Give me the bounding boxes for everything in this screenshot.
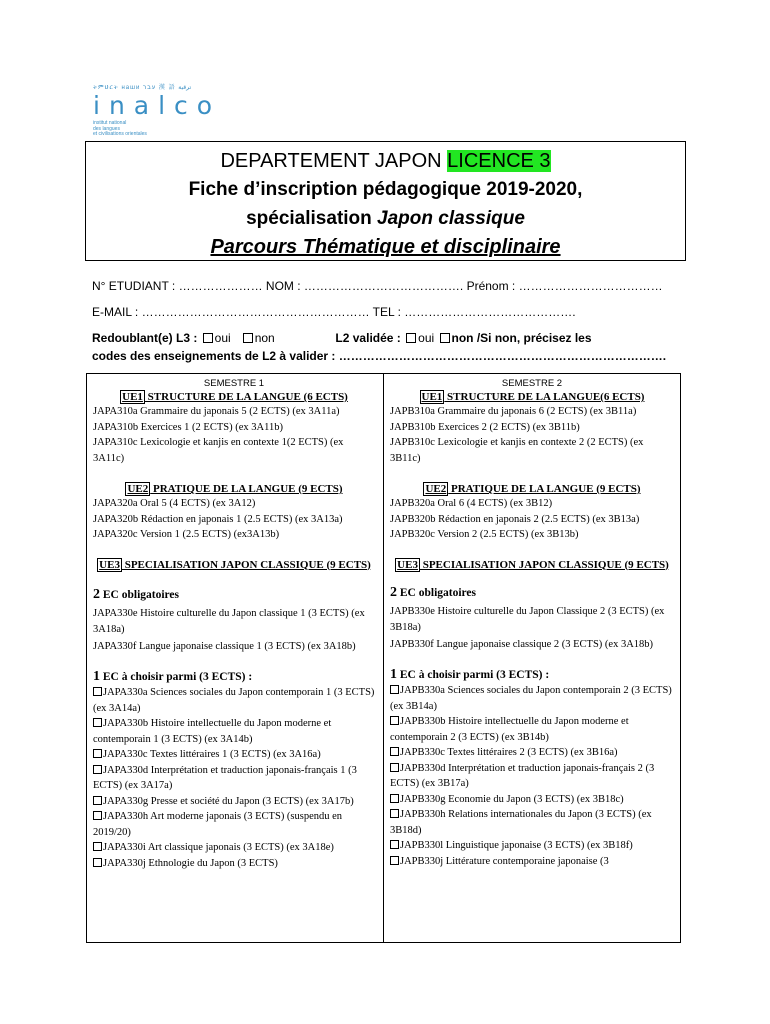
redoublant-label: Redoublant(e) L3 :: [92, 331, 198, 345]
logo-subtitle: [93, 121, 253, 138]
option-label: JAPB330g Economie du Japon (3 ECTS) (ex 3B18c): [400, 793, 624, 805]
sem1-ue1-heading: [93, 390, 375, 404]
department-label: DEPARTEMENT JAPON: [220, 150, 448, 172]
semester-1-header: SEMESTRE 1: [203, 378, 265, 389]
option-item[interactable]: [390, 745, 674, 761]
option-label: JAPA330c Textes littéraires 1 (3 ECTS) (ex 3A16a): [103, 749, 321, 760]
option-checkbox[interactable]: [390, 809, 399, 818]
ue-tag: UE2: [127, 483, 149, 495]
l2-non-checkbox[interactable]: [440, 333, 450, 343]
sem1-ue3-heading: [93, 557, 375, 573]
option-checkbox[interactable]: [93, 796, 102, 805]
course-item: JAPA320a Oral 5 (4 ECTS) (ex 3A12): [93, 498, 256, 509]
option-item[interactable]: [390, 807, 674, 838]
semester-1-column: [93, 378, 375, 871]
ue-title: PRATIQUE DE LA LANGUE (9 ECTS): [448, 483, 641, 495]
option-checkbox[interactable]: [390, 763, 399, 772]
course-item: JAPB330f Langue japonaise classique 2 (3 ECTS) (ex 3A18b): [390, 639, 654, 650]
ue-tag: UE2: [425, 483, 447, 495]
semester-2-header: SEMESTRE 2: [501, 378, 563, 389]
semester-2-column: [390, 378, 674, 869]
option-checkbox[interactable]: [93, 842, 102, 851]
option-label: JAPB330c Textes littéraires 2 (3 ECTS) (ex 3B16a): [400, 747, 618, 758]
sem2-ec-choix: [390, 667, 674, 684]
course-item: JAPA310b Exercices 1 (2 ECTS) (ex 3A11b): [93, 421, 283, 433]
ue-title: STRUCTURE DE LA LANGUE (6 ECTS): [144, 391, 348, 403]
option-checkbox[interactable]: [93, 858, 102, 867]
title-box: [85, 141, 686, 261]
course-item: JAPA330e Histoire culturelle du Japon classique 1 (3 ECTS) (ex 3A18a): [93, 608, 365, 635]
redoublant-oui-label: oui: [214, 331, 231, 345]
ue-tag: UE1: [421, 391, 443, 403]
redoublant-non-label: non: [254, 331, 275, 345]
email-line[interactable]: E-MAIL : ………………………………………………… TEL : …………………………………….: [92, 305, 576, 319]
option-checkbox[interactable]: [390, 685, 399, 694]
l2-non-label: non /Si non, précisez les: [451, 331, 592, 345]
course-item: JAPB310b Exercices 2 (2 ECTS) (ex 3B11b): [390, 421, 580, 433]
ec-count: 1: [93, 668, 100, 684]
inalco-logo: [93, 82, 253, 138]
option-label: JAPA330i Art classique japonais (3 ECTS) (ex 3A18e): [103, 842, 334, 853]
redoublant-non-checkbox[interactable]: [243, 333, 253, 343]
option-item[interactable]: [390, 761, 674, 792]
ue-title: STRUCTURE DE LA LANGUE(6 ECTS): [444, 391, 645, 403]
option-item[interactable]: [93, 809, 375, 840]
option-item[interactable]: [93, 763, 375, 794]
sem1-ue2-heading: [93, 482, 375, 496]
course-item: JAPA330f Langue japonaise classique 1 (3 ECTS) (ex 3A18b): [93, 641, 356, 652]
course-item: JAPB310c Lexicologie et kanjis en contexte 2 (2 ECTS) (ex 3B11c): [390, 437, 644, 464]
option-label: JAPB330j Littérature contemporaine japonaise (3: [400, 855, 609, 867]
option-item[interactable]: [390, 838, 674, 854]
option-label: JAPA330b Histoire intellectuelle du Japon moderne et contemporain 1 (3 ECTS) (ex 3A14b): [93, 718, 332, 745]
ec-label: EC obligatoires: [100, 588, 180, 601]
ue-title: SPECIALISATION JAPON CLASSIQUE (9 ECTS): [419, 558, 669, 571]
option-label: JAPB330l Linguistique japonaise (3 ECTS) (ex 3B18f): [400, 840, 633, 851]
title-line-4: Parcours Thématique et disciplinaire: [210, 236, 561, 258]
sem2-ue3-heading: [390, 557, 674, 573]
option-item[interactable]: [390, 683, 674, 714]
logo-scripts: ትምህርት наши עבר 漢 語 ترقية: [93, 85, 192, 91]
semesters-table: [86, 373, 681, 943]
sem2-ec-obligatoires: [390, 585, 674, 602]
ue-tag: UE1: [122, 391, 143, 403]
ec-label: EC obligatoires: [397, 586, 477, 599]
option-label: JAPB330h Relations internationales du Japon (3 ECTS) (ex 3B18d): [390, 809, 652, 836]
ue-title: PRATIQUE DE LA LANGUE (9 ECTS): [150, 483, 343, 495]
logo-sub-line: et civilisations orientales: [93, 131, 147, 137]
course-item: JAPA320c Version 1 (2.5 ECTS) (ex3A13b): [93, 529, 280, 540]
ec-count: 2: [93, 586, 100, 602]
redoublant-oui-checkbox[interactable]: [203, 333, 213, 343]
option-checkbox[interactable]: [390, 794, 399, 803]
option-checkbox[interactable]: [93, 687, 102, 696]
codes-line[interactable]: codes des enseignements de L2 à valider : ……………………………………………………………………….: [92, 349, 667, 363]
option-item[interactable]: [93, 747, 375, 763]
course-item: JAPB310a Grammaire du japonais 6 (2 ECTS) (ex 3B11a): [390, 406, 637, 417]
title-line-3: [86, 204, 685, 233]
option-checkbox[interactable]: [390, 747, 399, 756]
sem1-ec-obligatoires: [93, 587, 375, 604]
option-checkbox[interactable]: [93, 811, 102, 820]
course-item: JAPA310c Lexicologie et kanjis en contexte 1(2 ECTS) (ex 3A11c): [93, 437, 344, 464]
option-label: JAPB330d Interprétation et traduction japonais-français 2 (3 ECTS) (ex 3B17a): [390, 762, 655, 789]
option-label: JAPA330j Ethnologie du Japon (3 ECTS): [103, 857, 278, 869]
title-line-1: [86, 147, 685, 175]
course-item: JAPB330e Histoire culturelle du Japon Classique 2 (3 ECTS) (ex 3B18a): [390, 606, 665, 633]
option-item[interactable]: [93, 840, 375, 856]
ec-label: EC à choisir parmi (3 ECTS) :: [100, 670, 253, 683]
option-label: JAPA330g Presse et société du Japon (3 ECTS) (ex 3A17b): [103, 795, 354, 807]
licence-highlight: LICENCE 3: [447, 150, 551, 172]
ec-count: 1: [390, 666, 397, 682]
option-checkbox[interactable]: [390, 840, 399, 849]
option-label: JAPA330h Art moderne japonais (3 ECTS) (suspendu en 2019/20): [93, 811, 343, 838]
option-label: JAPA330a Sciences sociales du Japon contemporain 1 (3 ECTS) (ex 3A14a): [93, 687, 375, 714]
specialisation-name: Japon classique: [377, 208, 525, 229]
logo-sub-line: des langues: [93, 125, 120, 132]
l2-oui-checkbox[interactable]: [406, 333, 416, 343]
option-label: JAPB330a Sciences sociales du Japon contemporain 2 (3 ECTS) (ex 3B14a): [390, 685, 672, 712]
course-item: JAPA310a Grammaire du japonais 5 (2 ECTS) (ex 3A11a): [93, 406, 340, 417]
ue-tag: UE3: [99, 558, 120, 571]
option-item[interactable]: [93, 794, 375, 810]
course-item: JAPB320c Version 2 (2.5 ECTS) (ex 3B13b): [390, 529, 579, 540]
sem2-ue1-heading: [390, 390, 674, 404]
option-checkbox[interactable]: [93, 749, 102, 758]
ec-label: EC à choisir parmi (3 ECTS) :: [397, 668, 550, 681]
option-label: JAPA330d Interprétation et traduction japonais-français 1 (3 ECTS) (ex 3A17a): [93, 764, 357, 791]
option-item[interactable]: [390, 792, 674, 808]
title-line-2: Fiche d’inscription pédagogique 2019-2020,: [188, 179, 583, 200]
logo-word: inalco: [93, 91, 222, 120]
option-checkbox[interactable]: [93, 718, 102, 727]
l2-oui-label: oui: [418, 331, 435, 345]
option-item[interactable]: [390, 854, 674, 870]
redoublant-line: [92, 331, 592, 345]
option-item[interactable]: [93, 856, 375, 872]
student-line[interactable]: N° ETUDIANT : ………………… NOM : …………………………………. Prénom : ………………………………: [92, 279, 663, 293]
option-checkbox[interactable]: [390, 716, 399, 725]
ue-tag: UE3: [397, 558, 418, 571]
option-checkbox[interactable]: [93, 765, 102, 774]
logo-sub-line: institut national: [93, 120, 127, 126]
option-item[interactable]: [390, 714, 674, 745]
sem2-ue2-heading: [390, 482, 674, 496]
sem1-ec-choix: [93, 669, 375, 686]
ue-title: SPECIALISATION JAPON CLASSIQUE (9 ECTS): [121, 558, 371, 571]
option-label: JAPB330b Histoire intellectuelle du Japon moderne et contemporain 2 (3 ECTS) (ex 3B14b): [390, 716, 629, 743]
option-item[interactable]: [93, 716, 375, 747]
course-item: JAPB320b Rédaction en japonais 2 (2.5 ECTS) (ex 3B13a): [390, 513, 640, 525]
ec-count: 2: [390, 584, 397, 600]
course-item: JAPA320b Rédaction en japonais 1 (2.5 ECTS) (ex 3A13a): [93, 513, 343, 525]
column-divider: [383, 374, 384, 942]
specialisation-label: spécialisation: [246, 208, 378, 229]
l2-label: L2 validée :: [335, 331, 401, 345]
option-checkbox[interactable]: [390, 856, 399, 865]
course-item: JAPB320a Oral 6 (4 ECTS) (ex 3B12): [390, 498, 553, 509]
option-item[interactable]: [93, 685, 375, 716]
